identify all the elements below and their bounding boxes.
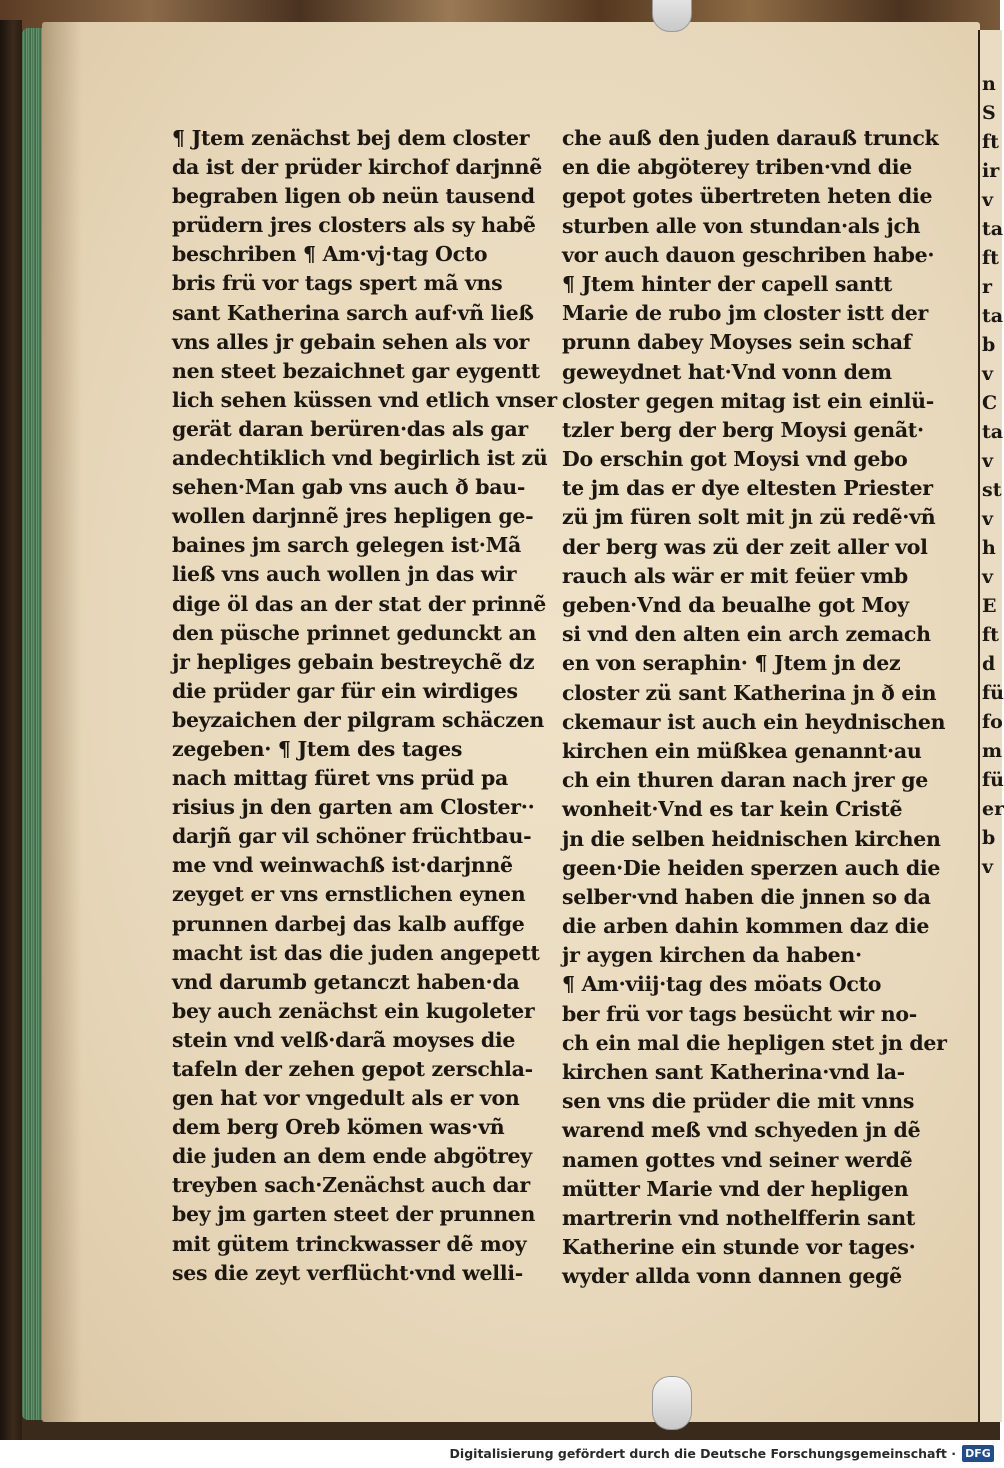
text-line: tafeln der zehen gepot zerschla- (172, 1057, 533, 1081)
text-line: zeyget er vns ernstlichen eynen (172, 882, 526, 907)
text-line: namen gottes vnd seiner werdẽ (562, 1147, 913, 1172)
text-line: zü jm füren solt mit jn zü redẽ·vñ (562, 505, 936, 530)
margin-fragment: C (982, 392, 998, 414)
margin-fragment: ft (982, 131, 999, 153)
text-line: gerät daran berüren·das als gar (172, 416, 528, 441)
text-line: bey jm garten steet der prunnen (172, 1202, 536, 1227)
text-line: darjñ gar vil schöner früchtbau- (172, 824, 532, 849)
margin-fragment: r (982, 276, 993, 298)
text-line: vor auch dauon geschriben habe· (562, 242, 935, 267)
margin-fragment: m (982, 740, 1003, 762)
text-line: martrerin vnd nothelfferin sant (562, 1205, 915, 1230)
text-line: Do erschin got Moysi vnd gebo (562, 447, 908, 472)
dfg-logo: DFG (962, 1445, 994, 1462)
margin-fragment: fü (982, 682, 1004, 704)
text-line: ber frü vor tags besücht wir no- (562, 1001, 917, 1026)
margin-fragment: v (982, 566, 994, 588)
margin-fragment: ta (982, 305, 1004, 327)
text-line: dige öl das an der stat der prinnẽ (172, 591, 546, 616)
margin-fragment: v (982, 363, 994, 385)
margin-fragment: S (982, 102, 996, 124)
text-line: baines jm sarch gelegen ist·Mã (172, 533, 521, 558)
text-line: selber·vnd haben die jnnen so da (562, 884, 931, 909)
page-gutter-shadow (42, 22, 82, 1422)
text-line: andechtiklich vnd begirlich ist zü (172, 446, 548, 471)
text-line: ¶ Jtem zenächst bej dem closter (172, 126, 530, 150)
text-line: en die abgöterey triben·vnd die (562, 155, 913, 180)
text-line: lich sehen küssen vnd etlich vnser (172, 387, 557, 412)
text-line: sant Katherina sarch auf·vñ ließ (172, 300, 534, 325)
margin-fragment: v (982, 856, 994, 878)
text-line: jr aygen kirchen da haben· (562, 943, 862, 968)
margin-fragment: ta (982, 421, 1004, 443)
text-line: Katherine ein stunde vor tages· (562, 1235, 916, 1260)
text-line: ses die zeyt verflücht·vnd welli- (172, 1260, 523, 1285)
margin-fragment: ft (982, 247, 999, 269)
margin-fragment: h (982, 537, 996, 559)
text-line: closter gegen mitag ist ein einlü- (562, 388, 934, 413)
margin-fragment: b (982, 827, 996, 849)
text-line: sen vns die prüder die mit vnns (562, 1089, 915, 1114)
funding-credit: Digitalisierung gefördert durch die Deutsche Forschungsgemeinschaft · (449, 1446, 956, 1461)
text-line: rauch als wär er mit feüer vmb (562, 563, 908, 588)
text-line: wyder allda vonn dannen gegẽ (562, 1264, 902, 1289)
text-line: ¶ Am·viij·tag des möats Octo (562, 972, 882, 997)
text-line: bey auch zenächst ein kugoleter (172, 998, 535, 1023)
text-line: prunnen darbej das kalb auffge (172, 911, 525, 936)
text-line: si vnd den alten ein arch zemach (562, 622, 931, 647)
right-margin-fragments (982, 70, 1004, 882)
margin-fragment: fo (982, 711, 1003, 733)
text-column-left (172, 124, 557, 1288)
bottom-page-clip (652, 1376, 692, 1430)
margin-fragment: v (982, 189, 994, 211)
text-line: me vnd weinwachß ist·darjnnẽ (172, 853, 513, 878)
text-column-right (562, 124, 947, 1292)
margin-fragment: er (982, 798, 1004, 820)
text-line: ckemaur ist auch ein heydnischen (562, 709, 946, 734)
text-line: nen steet bezaichnet gar eygentt (172, 358, 540, 383)
text-line: stein vnd velß·darã moyses die (172, 1027, 516, 1052)
text-line: mütter Marie vnd der hepligen (562, 1176, 909, 1201)
text-line: der berg was zü der zeit aller vol (562, 534, 928, 559)
text-line: beschriben ¶ Am·vj·tag Octo (172, 242, 488, 267)
text-line: Marie de rubo jm closter istt der (562, 301, 928, 326)
margin-fragment: fü (982, 769, 1004, 791)
text-line: wollen darjnnẽ jres hepligen ge- (172, 504, 534, 529)
text-line: die juden an dem ende abgötrey (172, 1144, 532, 1169)
text-line: wonheit·Vnd es tar kein Cristẽ (562, 797, 903, 822)
text-line: begraben ligen ob neün tausend (172, 184, 535, 209)
text-line: geweydnet hat·Vnd vonn dem (562, 359, 892, 384)
text-line: zegeben· ¶ Jtem des tages (172, 736, 463, 761)
text-line: ¶ Jtem hinter der capell santt (562, 271, 893, 296)
text-line: geben·Vnd da beualhe got Moy (562, 593, 909, 617)
text-line: che auß den juden darauß trunck (562, 126, 939, 150)
text-line: dem berg Oreb kömen was·vñ (172, 1115, 505, 1140)
text-line: risius jn den garten am Closter·· (172, 795, 535, 820)
text-line: prüdern jres closters als sy habẽ (172, 213, 536, 238)
text-line: gepot gotes übertreten heten die (562, 184, 933, 209)
text-line: macht ist das die juden angepett (172, 940, 540, 965)
margin-fragment: E (982, 595, 997, 617)
margin-fragment: ft (982, 624, 999, 646)
text-line: vnd darumb getanczt haben·da (172, 969, 520, 994)
margin-fragment: v (982, 508, 994, 530)
top-page-clip (652, 0, 692, 32)
book-spine (0, 20, 22, 1440)
text-line: prunn dabey Moyses sein schaf (562, 330, 912, 355)
text-line: te jm das er dye eltesten Priester (562, 476, 933, 501)
text-line: ch ein thuren daran nach jrer ge (562, 768, 928, 793)
text-line: den püsche prinnet gedunckt an (172, 620, 537, 645)
text-line: kirchen ein müßkea genannt·au (562, 738, 922, 763)
margin-fragment: n (982, 73, 996, 95)
text-line: en von seraphin· ¶ Jtem jn dez (562, 651, 901, 676)
text-line: nach mittag füret vns prüd pa (172, 766, 508, 791)
text-line: tzler berg der berg Moysi genãt· (562, 417, 924, 442)
text-line: jr hepliges gebain bestreychẽ dz (172, 649, 535, 674)
text-line: bris frü vor tags spert mã vns (172, 271, 503, 296)
text-line: kirchen sant Katherina·vnd la- (562, 1060, 905, 1084)
text-line: mit gütem trinckwasser dẽ moy (172, 1231, 527, 1256)
margin-fragment: st (982, 479, 1002, 501)
text-line: gen hat vor vngedult als er von (172, 1086, 520, 1111)
text-line: sturben alle von stundan·als jch (562, 213, 921, 238)
text-line: geen·Die heiden sperzen auch die (562, 855, 941, 880)
margin-fragment: ir (982, 160, 1000, 182)
margin-fragment: ta (982, 218, 1004, 240)
footer-bar (0, 1440, 1000, 1468)
text-line: die arben dahin kommen daz die (562, 914, 930, 939)
text-line: closter zü sant Katherina jn ð ein (562, 680, 937, 705)
text-line: vns alles jr gebain sehen als vor (172, 329, 530, 354)
margin-fragment: d (982, 653, 996, 675)
margin-fragment: v (982, 450, 994, 472)
text-line: beyzaichen der pilgram schäczen (172, 707, 544, 732)
text-line: ch ein mal die hepligen stet jn der (562, 1030, 947, 1055)
text-line: ließ vns auch wollen jn das wir (172, 562, 517, 587)
margin-fragment: b (982, 334, 996, 356)
text-line: jn die selben heidnischen kirchen (562, 826, 941, 851)
text-line: treyben sach·Zenächst auch dar (172, 1173, 530, 1198)
text-line: die prüder gar für ein wirdiges (172, 678, 518, 703)
text-line: warend meß vnd schyeden jn dẽ (562, 1118, 921, 1143)
text-line: sehen·Man gab vns auch ð bau- (172, 475, 526, 500)
text-line: da ist der prüder kirchof darjnnẽ (172, 155, 542, 180)
